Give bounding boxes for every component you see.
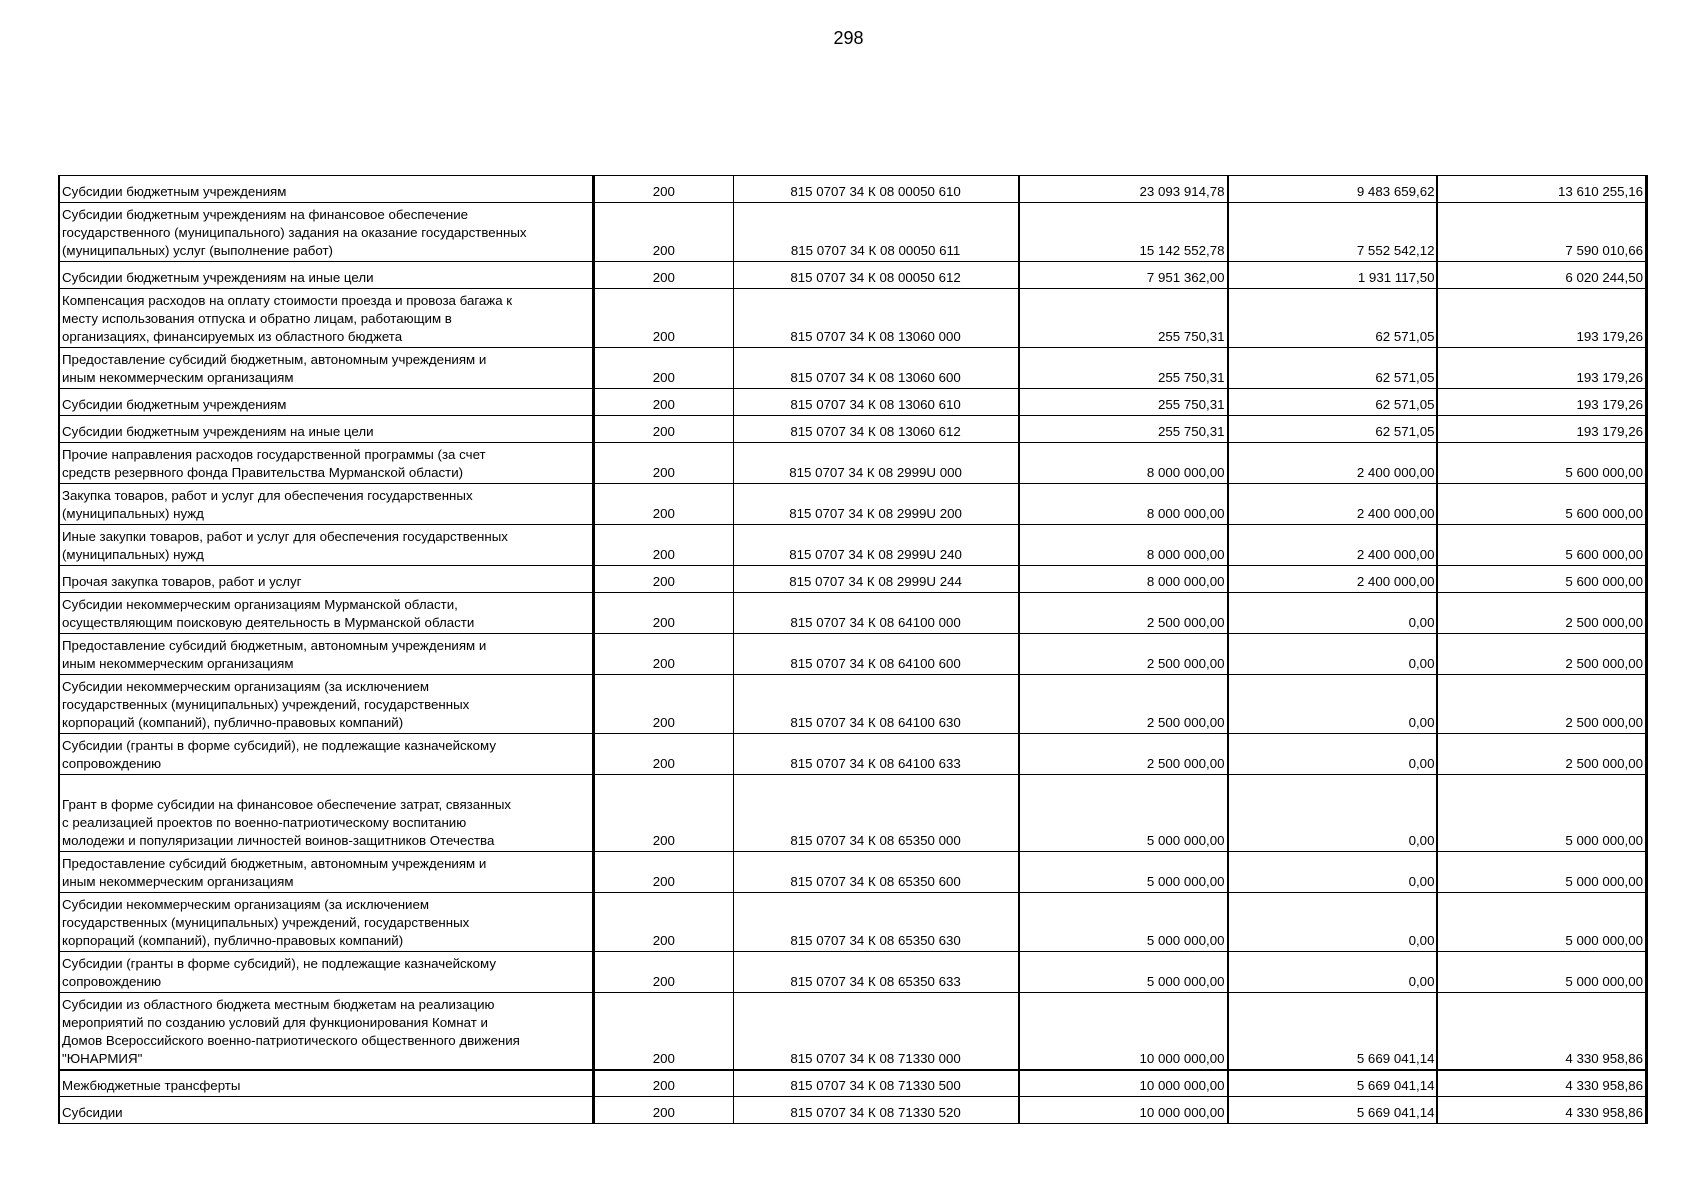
table-row [59, 593, 1647, 634]
table-row [59, 289, 1647, 348]
unexecuted-amount-cell: 5 000 000,00 [1437, 952, 1646, 993]
approved-amount-cell: 5 000 000,00 [1019, 775, 1228, 852]
expense-name-cell: Субсидии бюджетным учреждениям на иные цели [59, 262, 594, 289]
approved-amount-cell: 5 000 000,00 [1019, 893, 1228, 952]
line-code-cell: 200 [594, 203, 734, 262]
executed-amount-cell: 0,00 [1228, 634, 1438, 675]
budget-classification-code-cell: 815 0707 34 К 08 13060 610 [733, 389, 1018, 416]
table-row [59, 348, 1647, 389]
unexecuted-amount-cell: 5 000 000,00 [1437, 775, 1646, 852]
expense-name-cell: Грант в форме субсидии на финансовое обеспечение затрат, связанных с реализацией проектов по военно-патриотическому воспитанию молодежи и популяризации личностей воинов-защитников Отечества [59, 775, 594, 852]
budget-classification-code-cell: 815 0707 34 К 08 71330 520 [733, 1097, 1018, 1124]
line-code-cell: 200 [594, 952, 734, 993]
approved-amount-cell: 5 000 000,00 [1019, 852, 1228, 893]
line-code-cell: 200 [594, 852, 734, 893]
expense-name-cell: Предоставление субсидий бюджетным, автономным учреждениям и иным некоммерческим организациям [59, 634, 594, 675]
approved-amount-cell: 255 750,31 [1019, 289, 1228, 348]
expense-name-cell: Прочие направления расходов государственной программы (за счет средств резервного фонда Правительства Мурманской области) [59, 443, 594, 484]
expense-name-cell: Субсидии (гранты в форме субсидий), не подлежащие казначейскому сопровождению [59, 952, 594, 993]
unexecuted-amount-cell: 5 000 000,00 [1437, 893, 1646, 952]
budget-classification-code-cell: 815 0707 34 К 08 65350 600 [733, 852, 1018, 893]
budget-classification-code-cell: 815 0707 34 К 08 64100 633 [733, 734, 1018, 775]
budget-execution-table [58, 175, 1648, 1124]
line-code-cell: 200 [594, 348, 734, 389]
expense-name-cell: Субсидии [59, 1097, 594, 1124]
approved-amount-cell: 10 000 000,00 [1019, 1070, 1228, 1097]
expense-name-cell: Субсидии бюджетным учреждениям на финансовое обеспечение государственного (муниципального) задания на оказание государственных (муниципальных) услуг (выполнение работ) [59, 203, 594, 262]
executed-amount-cell: 62 571,05 [1228, 289, 1438, 348]
budget-classification-code-cell: 815 0707 34 К 08 65350 633 [733, 952, 1018, 993]
unexecuted-amount-cell: 4 330 958,86 [1437, 1097, 1646, 1124]
table-row [59, 775, 1647, 852]
executed-amount-cell: 9 483 659,62 [1228, 176, 1438, 203]
budget-classification-code-cell: 815 0707 34 К 08 71330 000 [733, 993, 1018, 1070]
budget-classification-code-cell: 815 0707 34 К 08 64100 000 [733, 593, 1018, 634]
table-row [59, 262, 1647, 289]
line-code-cell: 200 [594, 484, 734, 525]
unexecuted-amount-cell: 6 020 244,50 [1437, 262, 1646, 289]
line-code-cell: 200 [594, 525, 734, 566]
unexecuted-amount-cell: 2 500 000,00 [1437, 734, 1646, 775]
line-code-cell: 200 [594, 775, 734, 852]
table-row [59, 176, 1647, 203]
executed-amount-cell: 2 400 000,00 [1228, 525, 1438, 566]
executed-amount-cell: 0,00 [1228, 675, 1438, 734]
expense-name-cell: Компенсация расходов на оплату стоимости проезда и провоза багажа к месту использования отпуска и обратно лицам, работающим в организациях, финансируемых из областного бюджета [59, 289, 594, 348]
approved-amount-cell: 255 750,31 [1019, 348, 1228, 389]
table-row [59, 734, 1647, 775]
line-code-cell: 200 [594, 1070, 734, 1097]
unexecuted-amount-cell: 5 600 000,00 [1437, 525, 1646, 566]
budget-classification-code-cell: 815 0707 34 К 08 2999U 240 [733, 525, 1018, 566]
executed-amount-cell: 0,00 [1228, 775, 1438, 852]
page-number: 298 [833, 28, 864, 48]
executed-amount-cell: 5 669 041,14 [1228, 1097, 1438, 1124]
table-row [59, 634, 1647, 675]
expense-name-cell: Прочая закупка товаров, работ и услуг [59, 566, 594, 593]
unexecuted-amount-cell: 2 500 000,00 [1437, 593, 1646, 634]
table-row [59, 675, 1647, 734]
approved-amount-cell: 23 093 914,78 [1019, 176, 1228, 203]
executed-amount-cell: 0,00 [1228, 893, 1438, 952]
executed-amount-cell: 5 669 041,14 [1228, 993, 1438, 1070]
budget-classification-code-cell: 815 0707 34 К 08 65350 630 [733, 893, 1018, 952]
unexecuted-amount-cell: 193 179,26 [1437, 389, 1646, 416]
expense-name-cell: Субсидии из областного бюджета местным бюджетам на реализацию мероприятий по созданию условий для функционирования Комнат и Домов Всероссийского военно-патриотического общественного движения "ЮНАРМИЯ" [59, 993, 594, 1070]
approved-amount-cell: 2 500 000,00 [1019, 675, 1228, 734]
unexecuted-amount-cell: 2 500 000,00 [1437, 634, 1646, 675]
table-row [59, 525, 1647, 566]
executed-amount-cell: 62 571,05 [1228, 389, 1438, 416]
table-row [59, 952, 1647, 993]
approved-amount-cell: 2 500 000,00 [1019, 634, 1228, 675]
expense-name-cell: Субсидии бюджетным учреждениям [59, 389, 594, 416]
budget-classification-code-cell: 815 0707 34 К 08 2999U 000 [733, 443, 1018, 484]
table-row [59, 566, 1647, 593]
table-row [59, 993, 1647, 1070]
approved-amount-cell: 2 500 000,00 [1019, 734, 1228, 775]
line-code-cell: 200 [594, 176, 734, 203]
unexecuted-amount-cell: 5 600 000,00 [1437, 443, 1646, 484]
budget-classification-code-cell: 815 0707 34 К 08 13060 612 [733, 416, 1018, 443]
executed-amount-cell: 0,00 [1228, 852, 1438, 893]
executed-amount-cell: 0,00 [1228, 952, 1438, 993]
executed-amount-cell: 2 400 000,00 [1228, 566, 1438, 593]
unexecuted-amount-cell: 5 600 000,00 [1437, 484, 1646, 525]
expense-name-cell: Закупка товаров, работ и услуг для обеспечения государственных (муниципальных) нужд [59, 484, 594, 525]
budget-classification-code-cell: 815 0707 34 К 08 13060 000 [733, 289, 1018, 348]
table-row [59, 416, 1647, 443]
expense-name-cell: Иные закупки товаров, работ и услуг для обеспечения государственных (муниципальных) нужд [59, 525, 594, 566]
expense-name-cell: Субсидии бюджетным учреждениям на иные цели [59, 416, 594, 443]
approved-amount-cell: 8 000 000,00 [1019, 566, 1228, 593]
line-code-cell: 200 [594, 443, 734, 484]
approved-amount-cell: 255 750,31 [1019, 416, 1228, 443]
executed-amount-cell: 7 552 542,12 [1228, 203, 1438, 262]
line-code-cell: 200 [594, 389, 734, 416]
table-row [59, 1097, 1647, 1124]
budget-classification-code-cell: 815 0707 34 К 08 00050 612 [733, 262, 1018, 289]
unexecuted-amount-cell: 193 179,26 [1437, 416, 1646, 443]
budget-classification-code-cell: 815 0707 34 К 08 13060 600 [733, 348, 1018, 389]
unexecuted-amount-cell: 4 330 958,86 [1437, 993, 1646, 1070]
expense-name-cell: Субсидии бюджетным учреждениям [59, 176, 594, 203]
approved-amount-cell: 10 000 000,00 [1019, 1097, 1228, 1124]
table-row [59, 389, 1647, 416]
approved-amount-cell: 255 750,31 [1019, 389, 1228, 416]
expense-name-cell: Субсидии некоммерческим организациям (за исключением государственных (муниципальных) учреждений, государственных корпораций (компаний), публично-правовых компаний) [59, 893, 594, 952]
line-code-cell: 200 [594, 893, 734, 952]
expense-name-cell: Предоставление субсидий бюджетным, автономным учреждениям и иным некоммерческим организациям [59, 852, 594, 893]
table-row [59, 484, 1647, 525]
executed-amount-cell: 1 931 117,50 [1228, 262, 1438, 289]
unexecuted-amount-cell: 7 590 010,66 [1437, 203, 1646, 262]
executed-amount-cell: 2 400 000,00 [1228, 443, 1438, 484]
expense-name-cell: Субсидии некоммерческим организациям Мурманской области, осуществляющим поисковую деятельность в Мурманской области [59, 593, 594, 634]
unexecuted-amount-cell: 5 600 000,00 [1437, 566, 1646, 593]
approved-amount-cell: 8 000 000,00 [1019, 525, 1228, 566]
line-code-cell: 200 [594, 675, 734, 734]
budget-classification-code-cell: 815 0707 34 К 08 64100 630 [733, 675, 1018, 734]
line-code-cell: 200 [594, 993, 734, 1070]
line-code-cell: 200 [594, 593, 734, 634]
budget-classification-code-cell: 815 0707 34 К 08 00050 610 [733, 176, 1018, 203]
unexecuted-amount-cell: 2 500 000,00 [1437, 675, 1646, 734]
approved-amount-cell: 15 142 552,78 [1019, 203, 1228, 262]
expense-name-cell: Субсидии (гранты в форме субсидий), не подлежащие казначейскому сопровождению [59, 734, 594, 775]
approved-amount-cell: 5 000 000,00 [1019, 952, 1228, 993]
line-code-cell: 200 [594, 734, 734, 775]
line-code-cell: 200 [594, 634, 734, 675]
line-code-cell: 200 [594, 1097, 734, 1124]
approved-amount-cell: 10 000 000,00 [1019, 993, 1228, 1070]
table-row [59, 203, 1647, 262]
approved-amount-cell: 8 000 000,00 [1019, 484, 1228, 525]
executed-amount-cell: 0,00 [1228, 734, 1438, 775]
approved-amount-cell: 8 000 000,00 [1019, 443, 1228, 484]
executed-amount-cell: 62 571,05 [1228, 348, 1438, 389]
budget-classification-code-cell: 815 0707 34 К 08 2999U 200 [733, 484, 1018, 525]
executed-amount-cell: 62 571,05 [1228, 416, 1438, 443]
expense-name-cell: Субсидии некоммерческим организациям (за исключением государственных (муниципальных) учреждений, государственных корпораций (компаний), публично-правовых компаний) [59, 675, 594, 734]
unexecuted-amount-cell: 193 179,26 [1437, 289, 1646, 348]
unexecuted-amount-cell: 4 330 958,86 [1437, 1070, 1646, 1097]
budget-classification-code-cell: 815 0707 34 К 08 65350 000 [733, 775, 1018, 852]
executed-amount-cell: 0,00 [1228, 593, 1438, 634]
table-row [59, 1070, 1647, 1097]
expense-name-cell: Предоставление субсидий бюджетным, автономным учреждениям и иным некоммерческим организациям [59, 348, 594, 389]
budget-classification-code-cell: 815 0707 34 К 08 71330 500 [733, 1070, 1018, 1097]
line-code-cell: 200 [594, 262, 734, 289]
line-code-cell: 200 [594, 289, 734, 348]
executed-amount-cell: 5 669 041,14 [1228, 1070, 1438, 1097]
approved-amount-cell: 7 951 362,00 [1019, 262, 1228, 289]
table-row [59, 852, 1647, 893]
line-code-cell: 200 [594, 416, 734, 443]
budget-classification-code-cell: 815 0707 34 К 08 2999U 244 [733, 566, 1018, 593]
table-row [59, 893, 1647, 952]
budget-classification-code-cell: 815 0707 34 К 08 64100 600 [733, 634, 1018, 675]
unexecuted-amount-cell: 193 179,26 [1437, 348, 1646, 389]
executed-amount-cell: 2 400 000,00 [1228, 484, 1438, 525]
unexecuted-amount-cell: 13 610 255,16 [1437, 176, 1646, 203]
expense-name-cell: Межбюджетные трансферты [59, 1070, 594, 1097]
table-row [59, 443, 1647, 484]
approved-amount-cell: 2 500 000,00 [1019, 593, 1228, 634]
unexecuted-amount-cell: 5 000 000,00 [1437, 852, 1646, 893]
budget-classification-code-cell: 815 0707 34 К 08 00050 611 [733, 203, 1018, 262]
line-code-cell: 200 [594, 566, 734, 593]
